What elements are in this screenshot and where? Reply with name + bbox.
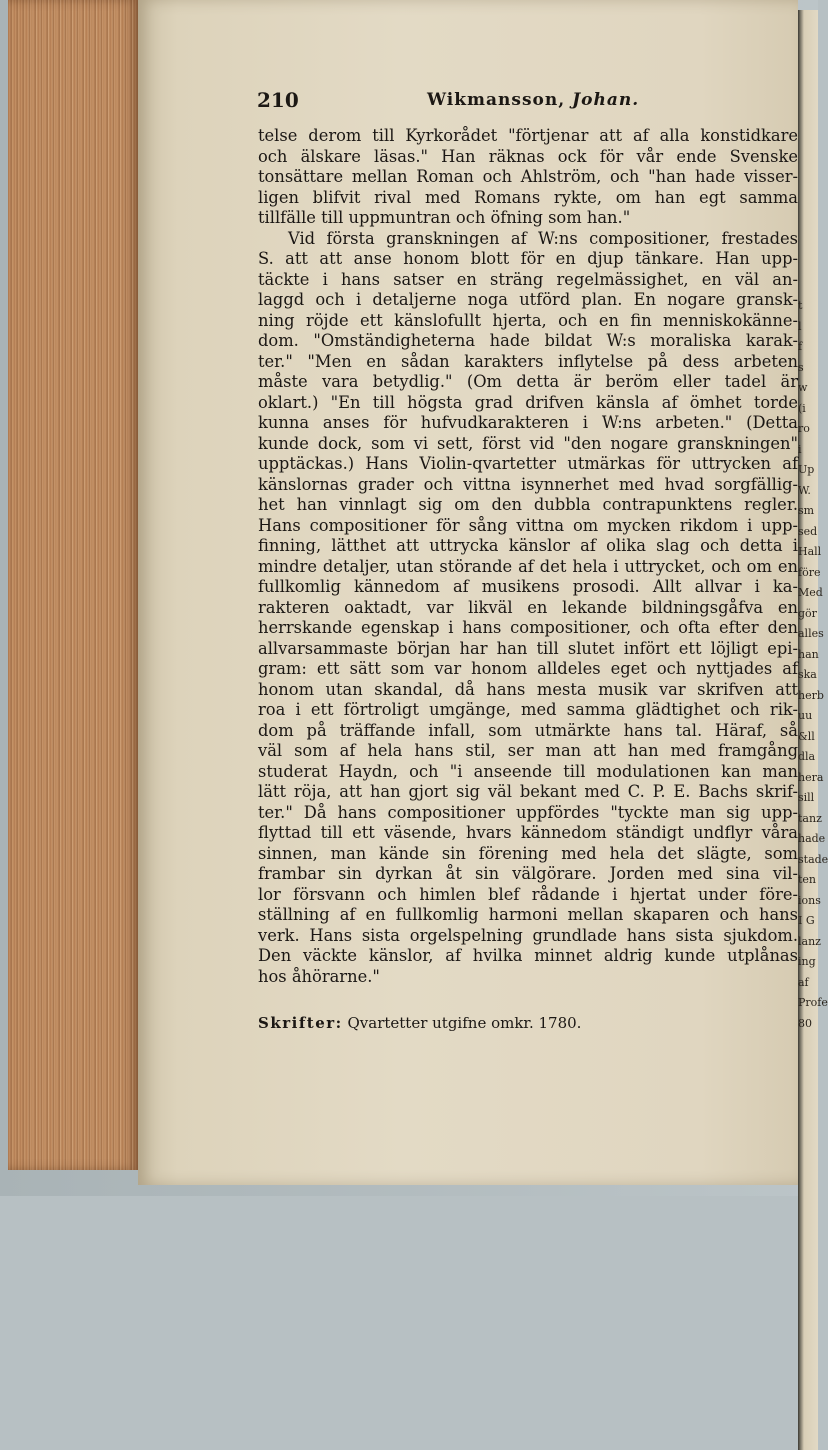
- next-page-text-fragment: sill: [798, 791, 815, 804]
- next-page-text-fragment: ten: [798, 873, 817, 886]
- next-page-text-fragment: 80: [798, 1016, 812, 1030]
- text-line: telse derom till Kyrkorådet "förtjenar att af alla konstidkare: [258, 126, 798, 145]
- next-page-text-fragment: han: [798, 647, 819, 661]
- text-line: allvarsammaste början har han till slutet infört ett löjligt epi-: [258, 638, 798, 658]
- text-line: rakteren oaktadt, var likväl en lekande bildningsgåfva en: [258, 597, 798, 617]
- next-page-text-fragment: herb: [798, 688, 824, 702]
- text-line: tonsättare mellan Roman och Ahlström, och "han hade visser-: [258, 167, 798, 186]
- text-line: dom på träffande infall, som utmärkte hans tal. Häraf, så: [258, 720, 798, 740]
- next-page-text-fragment: lanz: [798, 934, 821, 948]
- skrifter-label: Skrifter:: [258, 1014, 343, 1032]
- next-page-text-fragment: Hall: [798, 545, 822, 558]
- next-page-text-fragment: Profe: [798, 996, 828, 1009]
- text-line: Vid första granskningen af W:ns compositioner, frestades: [288, 228, 798, 248]
- text-line: tillfälle till uppmuntran och öfning som han.": [258, 208, 631, 227]
- next-page-text-fragment: dla: [798, 750, 816, 763]
- text-line: täckte i hans satser en sträng regelmässighet, en väl an-: [258, 269, 798, 289]
- next-page-text-fragment: &ll: [798, 729, 815, 743]
- next-page-text-fragment: (i: [798, 401, 806, 415]
- running-head-surname: Wikmansson,: [427, 90, 566, 110]
- next-page-text-fragment: I G: [798, 914, 815, 927]
- next-page-fragment: [798, 10, 828, 1450]
- text-line: hos åhörarne.": [258, 966, 380, 986]
- text-line: ligen blifvit rival med Romans rykte, om han egt samma: [258, 187, 798, 207]
- page-number: 210: [257, 88, 299, 112]
- text-line: och älskare läsas." Han räknas ock för vår ende Svenske: [258, 146, 798, 166]
- text-line: Den väckte känslor, af hvilka minnet aldrig kunde utplånas: [258, 946, 798, 965]
- next-page-text-fragment: i: [798, 442, 802, 456]
- next-page-text-fragment: sm: [798, 504, 815, 517]
- next-page-text-fragment: w: [798, 381, 808, 394]
- next-page-text-fragment: f: [798, 340, 803, 353]
- text-line: kunna anses för hufvudkarakteren i W:ns arbeten." (Detta: [258, 413, 798, 432]
- text-line: måste vara betydlig." (Om detta är beröm eller tadel är: [258, 372, 798, 391]
- body-text: [258, 126, 798, 987]
- text-line: verk. Hans sista orgelspelning grundlade hans sista sjukdom.: [258, 925, 798, 945]
- next-page-text-fragment: hade: [798, 832, 826, 845]
- text-line: flyttad till ett väsende, hvars kännedom ständigt undflyr våra: [258, 823, 798, 842]
- next-page-text-fragment: före: [798, 565, 821, 579]
- text-line: ter." "Men en sådan karakters inflytelse på dess arbeten: [258, 351, 798, 371]
- next-page-text-fragment: l: [798, 319, 802, 333]
- next-page-text-fragment: ska: [798, 668, 817, 681]
- skrifter-line: [258, 1014, 581, 1032]
- text-line: studerat Haydn, och "i anseende till modulationen kan man: [258, 761, 798, 781]
- text-line: fullkomlig kännedom af musikens prosodi. Allt allvar i ka-: [258, 577, 798, 596]
- next-page-text-fragment: ing: [798, 955, 816, 968]
- text-line: känslornas grader och vittna isynnerhet med hvad sorgfällig-: [258, 474, 798, 494]
- text-line: upptäckas.) Hans Violin-qvartetter utmärkas för uttrycken af: [258, 454, 798, 473]
- next-page-text-fragment: t: [798, 299, 803, 312]
- text-line: ter." Då hans compositioner uppfördes "tyckte man sig upp-: [258, 802, 798, 822]
- text-line: ning röjde ett känslofullt hjerta, och en fin menniskokänne-: [258, 310, 798, 330]
- text-line: oklart.) "En till högsta grad drifven känsla af ömhet torde: [258, 392, 798, 412]
- page-edge-texture: [28, 0, 136, 1170]
- text-line: ställning af en fullkomlig harmoni mellan skaparen och hans: [258, 905, 798, 924]
- text-line: kunde dock, som vi sett, först vid "den nogare granskningen": [258, 433, 798, 453]
- next-page-text-fragment: uu: [798, 709, 813, 722]
- text-line: honom utan skandal, då hans mesta musik var skrifven att: [258, 679, 798, 699]
- next-page-text-fragment: Med: [798, 586, 823, 599]
- book-page-edges: [8, 0, 141, 1170]
- next-page-text-fragment: s: [798, 360, 804, 374]
- next-page-text-fragment: af: [798, 975, 809, 989]
- text-line: laggd och i detaljerne noga utförd plan. En nogare gransk-: [258, 290, 798, 309]
- next-page-text-fragment: Up: [798, 463, 815, 476]
- running-head: [427, 90, 639, 110]
- next-page-text-fragment: ions: [798, 893, 821, 907]
- text-line: lor försvann och himlen blef rådande i hjertat under före-: [258, 884, 798, 904]
- text-line: herrskande egenskap i hans compositioner, och ofta efter den: [258, 618, 798, 637]
- text-line: roa i ett förtroligt umgänge, med samma glädtighet och rik-: [258, 700, 798, 719]
- text-line: frambar sin dyrkan åt sin välgörare. Jorden med sina vil-: [258, 864, 798, 883]
- next-page-text-fragment: hera: [798, 770, 824, 784]
- text-line: het han vinnlagt sig om den dubbla contrapunktens regler.: [258, 495, 798, 514]
- text-line: sinnen, man kände sin förening med hela det slägte, som: [258, 843, 798, 863]
- skrifter-text: Qvartetter utgifne omkr. 1780.: [347, 1014, 582, 1032]
- next-page-text-fragment: W.: [798, 483, 811, 497]
- text-line: mindre detaljer, utan störande af det hela i uttrycket, och om en: [258, 556, 798, 576]
- text-line: väl som af hela hans stil, ser man att han med framgång: [258, 741, 798, 760]
- page-header: [257, 88, 657, 116]
- next-page-text-fragment: gör: [798, 606, 817, 620]
- next-page-text-fragment: tanz: [798, 811, 822, 825]
- text-line: dom. "Omständigheterna hade bildat W:s moraliska karak-: [258, 331, 798, 350]
- text-line: S. att att anse honom blott för en djup tänkare. Han upp-: [258, 249, 798, 268]
- text-line: finning, lätthet att uttrycka känslor af olika slag och detta i: [258, 536, 798, 555]
- next-page-text-fragment: sed: [798, 524, 818, 538]
- text-line: gram: ett sätt som var honom alldeles eget och nyttjades af: [258, 659, 798, 678]
- next-page-text-fragment: ro: [798, 422, 810, 435]
- running-head-given-name: Johan.: [572, 90, 640, 110]
- text-line: lätt röja, att han gjort sig väl bekant med C. P. E. Bachs skrif-: [258, 782, 798, 801]
- text-line: Hans compositioner för sång vittna om mycken rikdom i upp-: [258, 515, 798, 535]
- next-page-text-fragment: stade: [798, 852, 828, 866]
- next-page-text-fragment: alles: [798, 627, 824, 640]
